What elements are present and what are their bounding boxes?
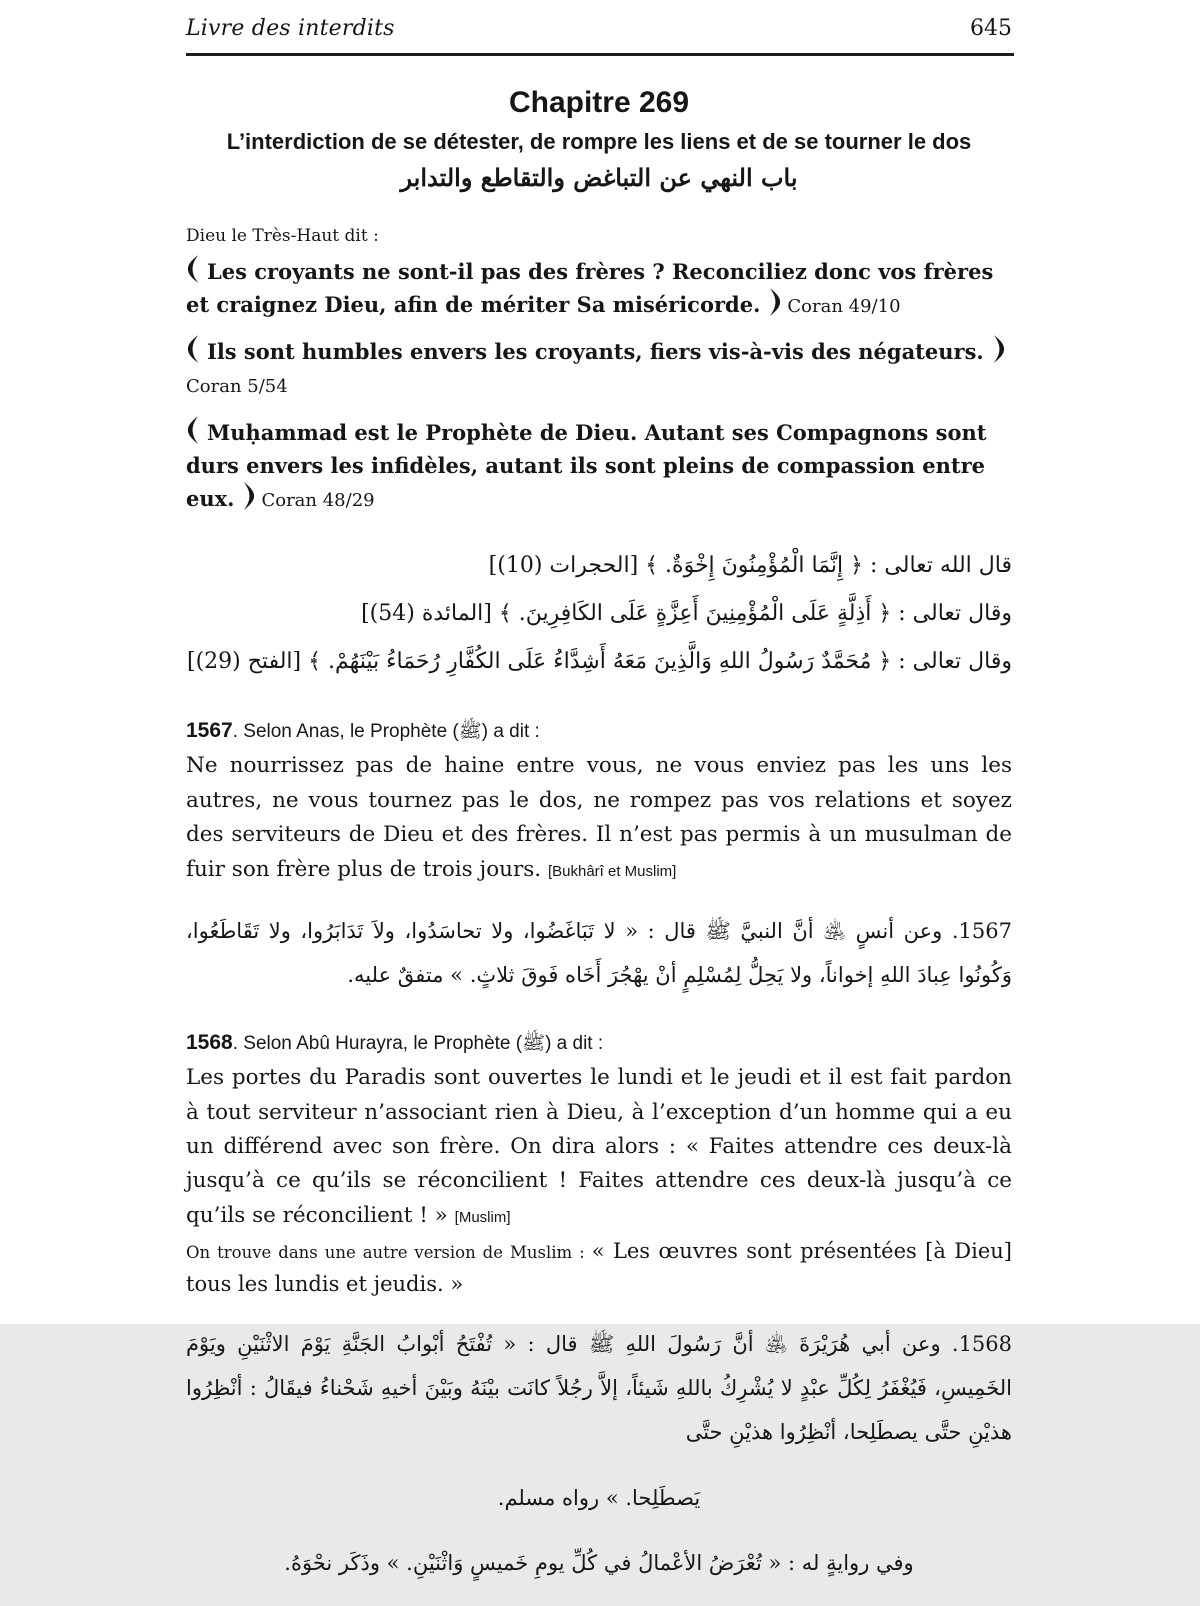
header-rule [186, 53, 1014, 56]
hadith-body [186, 1061, 1012, 1233]
hadith-1568 [186, 1031, 1012, 1585]
hadith-heading [186, 719, 1012, 747]
quran-arabic-verse-1: قال الله تعالى : ﴿ إِنَّمَا الْمُؤْمِنُونَ إِخْوَةٌ. ﴾ [الحجرات (10)] [488, 552, 1012, 578]
hadith-heading [186, 1031, 1012, 1059]
hadith-arabic-text: 1567. وعن أنسٍ ﵁ أنَّ النبيَّ ﷺ قال : « لا تَبَاغَضُوا، ولا تحاسَدُوا، ولاَ تَدَابَرُوا، ولا تَقَاطَعُوا، وَكُونُوا عِبادَ اللهِ إخواناً، ولا يَحِلُّ لِمُسْلِمٍ أنْ يهْجُرَ أَخَاه فَوقَ ثلاثٍ. » متفقٌ عليه. [186, 919, 1012, 988]
hadith-source-tag: [Bukhârî et Muslim] [547, 862, 677, 880]
hadith-body-text: Ne nourrissez pas de haine entre vous, ne vous enviez pas les uns les autres, ne vous tournez pas le dos, ne rompez pas vos relations et soyez des serviteurs de Dieu et des frères. Il n’est pas permis à un musulman de fuir son frère plus de trois jours. [186, 753, 1012, 882]
hadith-body-text: Les portes du Paradis sont ouvertes le lundi et le jeudi et il est fait pardon à tout serviteur n’associant rien à Dieu, à l’exception d’un homme qui a eu un différend avec son frère. On dira alors : « Faites attendre ces deux-là jusqu’à ce qu’ils se réconcilient ! Faites attendre ces deux-là jusqu’à ce qu’ils se réconcilient ! » [186, 1065, 1012, 1228]
quran-arabic-block [186, 542, 1012, 686]
quran-quote-3 [186, 416, 1012, 516]
ornate-close-icon [768, 288, 781, 316]
quote-reference: Coran 48/29 [261, 490, 375, 512]
hadith-body [186, 749, 1012, 887]
hadith-arabic-tail: يَصطَلِحا. » رواه مسلم. [497, 1485, 701, 1510]
hadith-1567 [186, 719, 1012, 997]
quote-text: Ils sont humbles envers les croyants, fiers vis-à-vis des négateurs. [207, 339, 984, 365]
hadith-heading-text: . Selon Abû Hurayra, le Prophète (ﷺ) a dit : [232, 1033, 604, 1055]
chapter-number: Chapitre 269 [508, 86, 690, 119]
quran-arabic-verse-3: وقال تعالى : ﴿ مُحَمَّدٌ رَسُولُ اللهِ وَالَّذِينَ مَعَهُ أَشِدَّاءُ عَلَى الكُفَّارِ رُحَمَاءُ بَيْنَهُمْ. ﴾ [الفتح (29)] [186, 648, 1012, 674]
ornate-open-icon [187, 416, 200, 444]
quote-text: Les croyants ne sont-il pas des frères ? Reconciliez donc vos frères et craignez Dieu, afin de mériter Sa miséricorde. [186, 258, 994, 317]
ornate-close-icon [992, 335, 1005, 363]
page-content [186, 78, 1012, 1606]
intro-line: Dieu le Très-Haut dit : [186, 225, 379, 246]
quote-reference: Coran 5/54 [186, 376, 288, 398]
ornate-open-icon [187, 335, 200, 363]
variant-quote-text: « Les œuvres sont présentées [à Dieu] tous les lundis et jeudis. » [186, 1239, 1013, 1296]
ornate-close-icon [242, 482, 255, 510]
hadith-variant-line [186, 1235, 1012, 1300]
hadith-number: 1568 [186, 1031, 233, 1055]
running-header [186, 16, 1012, 41]
quote-text: Muḥammad est le Prophète de Dieu. Autant ses Compagnons sont durs envers les infidèles, autant ils sont pleins de compassion entre eux. [186, 419, 987, 512]
quote-reference: Coran 49/10 [787, 295, 901, 317]
hadith-number: 1567 [186, 719, 233, 743]
chapter-title-french: L’interdiction de se détester, de rompre les liens et de se tourner le dos [226, 129, 972, 154]
quran-arabic-verse-2: وقال تعالى : ﴿ أَذِلَّةٍ عَلَى الْمُؤْمِنِينَ أَعِزَّةٍ عَلَى الكَافِرِينَ. ﴾ [المائدة (54)] [361, 600, 1012, 626]
page-number: 645 [970, 16, 1012, 41]
hadith-arabic-variant: وفي روايةٍ له : « تُعْرَضُ الأعْمالُ في كُلِّ يومِ خَميسٍ وَاثْنَيْنِ. » وذَكَر نحْوَهُ. [284, 1550, 914, 1575]
variant-intro-text: On trouve dans une autre version de Muslim : [186, 1243, 592, 1263]
running-title: Livre des interdits [186, 16, 395, 41]
quran-quote-2 [186, 335, 1012, 402]
quran-quote-1 [186, 255, 1012, 322]
ornate-open-icon [187, 255, 200, 283]
hadith-arabic-text: 1568. وعن أبي هُرَيْرَةَ ﵁ أنَّ رَسُولَ اللهِ ﷺ قال : « تُفْتَحُ أبْوابُ الجَنَّةِ يَوْمَ الاثْنَيْنِ ويَوْمَ الخَمِيسِ، فَيُغْفَرُ لِكُلِّ عبْدٍ لا يُشْرِكُ باللهِ شَيئاً، إلاَّ رجُلاً كانَت بيْنَهُ وبَيْنَ أخيهِ شَحْناءُ فيقَالُ : أنْظِرُوا هذيْنِ حتَّى يصطَلِحا، أنْظِرُوا هذيْنِ حتَّى [186, 1332, 1013, 1445]
hadith-source-tag: [Muslim] [454, 1208, 511, 1226]
chapter-title-arabic: باب النهي عن التباغض والتقاطع والتدابر [400, 162, 798, 192]
hadith-heading-text: . Selon Anas, le Prophète (ﷺ) a dit : [232, 721, 540, 743]
